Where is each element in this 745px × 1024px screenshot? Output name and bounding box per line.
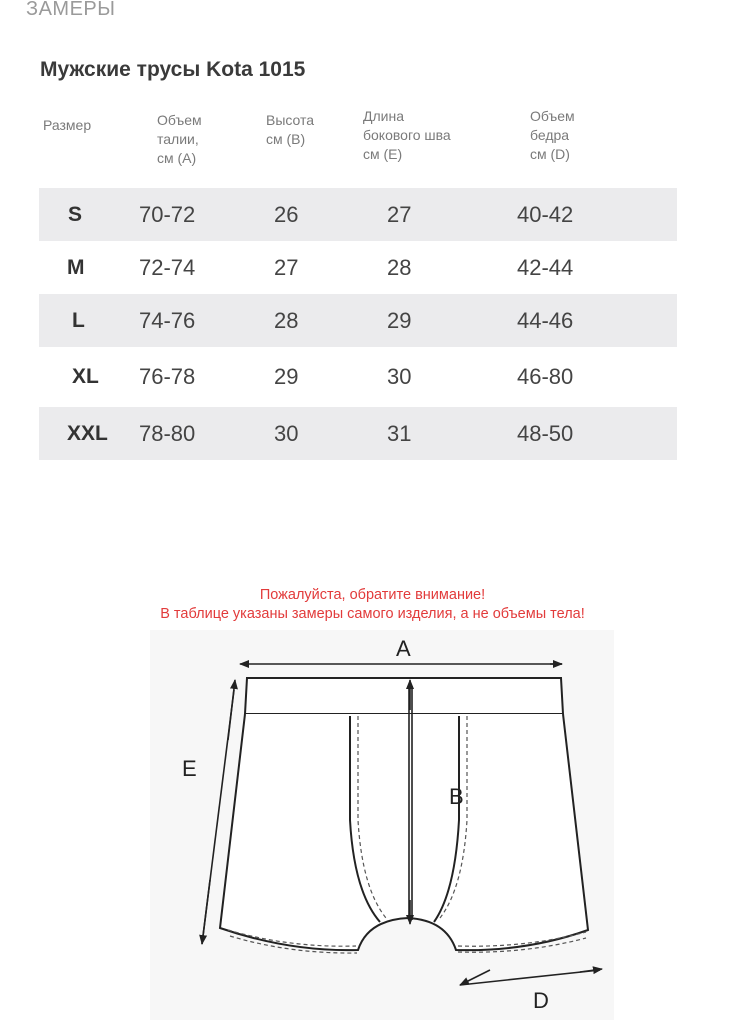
header-height-line: Высота bbox=[266, 112, 315, 128]
label-b: B bbox=[449, 784, 464, 809]
label-d: D bbox=[533, 988, 549, 1013]
table-row bbox=[39, 294, 677, 347]
header-waist bbox=[157, 111, 202, 168]
header-side-seam bbox=[363, 107, 451, 164]
header-hip-line: бедра bbox=[530, 127, 570, 143]
hip-cell: 42-44 bbox=[517, 254, 574, 280]
table-row bbox=[39, 241, 677, 294]
size-cell: L bbox=[72, 308, 85, 332]
hip-cell: 40-42 bbox=[517, 201, 574, 227]
height-cell: 28 bbox=[274, 307, 299, 333]
height-cell: 30 bbox=[274, 420, 299, 446]
boxer-shorts-diagram bbox=[150, 630, 614, 1020]
waist-cell: 74-76 bbox=[139, 307, 196, 333]
header-size bbox=[43, 116, 91, 135]
section-title: ЗАМЕРЫ bbox=[26, 0, 116, 20]
header-waist-line: Объем bbox=[157, 112, 202, 128]
header-waist-line: см (A) bbox=[157, 150, 197, 166]
height-cell: 26 bbox=[274, 201, 299, 227]
height-cell: 29 bbox=[274, 364, 299, 389]
product-title: Мужские трусы Kota 1015 bbox=[40, 58, 306, 81]
header-hip bbox=[530, 107, 575, 164]
size-cell: M bbox=[67, 255, 85, 279]
size-cell: XL bbox=[72, 365, 99, 388]
label-a: A bbox=[396, 636, 411, 661]
table-row bbox=[39, 347, 677, 407]
header-height bbox=[266, 111, 314, 149]
waist-cell: 70-72 bbox=[139, 201, 196, 227]
header-waist-line: талии, bbox=[157, 131, 199, 147]
size-cell: XXL bbox=[67, 421, 108, 445]
waist-cell: 78-80 bbox=[139, 420, 196, 446]
table-row bbox=[39, 188, 677, 241]
side-seam-cell: 27 bbox=[387, 201, 412, 227]
header-size-line: Размер bbox=[43, 117, 92, 133]
header-height-line: см (B) bbox=[266, 131, 306, 147]
table-row bbox=[39, 407, 677, 460]
size-table bbox=[39, 188, 677, 460]
side-seam-cell: 29 bbox=[387, 307, 412, 333]
hip-cell: 44-46 bbox=[517, 307, 574, 333]
header-side-seam-line: Длина bbox=[363, 108, 404, 124]
height-cell: 27 bbox=[274, 254, 299, 280]
hip-cell: 48-50 bbox=[517, 420, 574, 446]
header-side-seam-line: бокового шва bbox=[363, 127, 451, 143]
waist-cell: 72-74 bbox=[139, 254, 196, 280]
size-cell: S bbox=[68, 202, 83, 226]
side-seam-cell: 28 bbox=[387, 254, 412, 280]
hip-cell: 46-80 bbox=[517, 364, 574, 389]
notice-line-1: Пожалуйста, обратите внимание! bbox=[259, 587, 486, 603]
notice-line-2: В таблице указаны замеры самого изделия, а не объемы тела! bbox=[160, 606, 585, 622]
measurement-diagram bbox=[150, 630, 614, 1020]
waist-cell: 76-78 bbox=[139, 364, 196, 389]
side-seam-cell: 31 bbox=[387, 420, 412, 446]
header-hip-line: см (D) bbox=[530, 146, 570, 162]
label-e: E bbox=[182, 756, 197, 781]
side-seam-cell: 30 bbox=[387, 364, 412, 389]
shorts-outline bbox=[220, 678, 588, 950]
header-hip-line: Объем bbox=[530, 108, 575, 124]
header-side-seam-line: см (E) bbox=[363, 146, 403, 162]
